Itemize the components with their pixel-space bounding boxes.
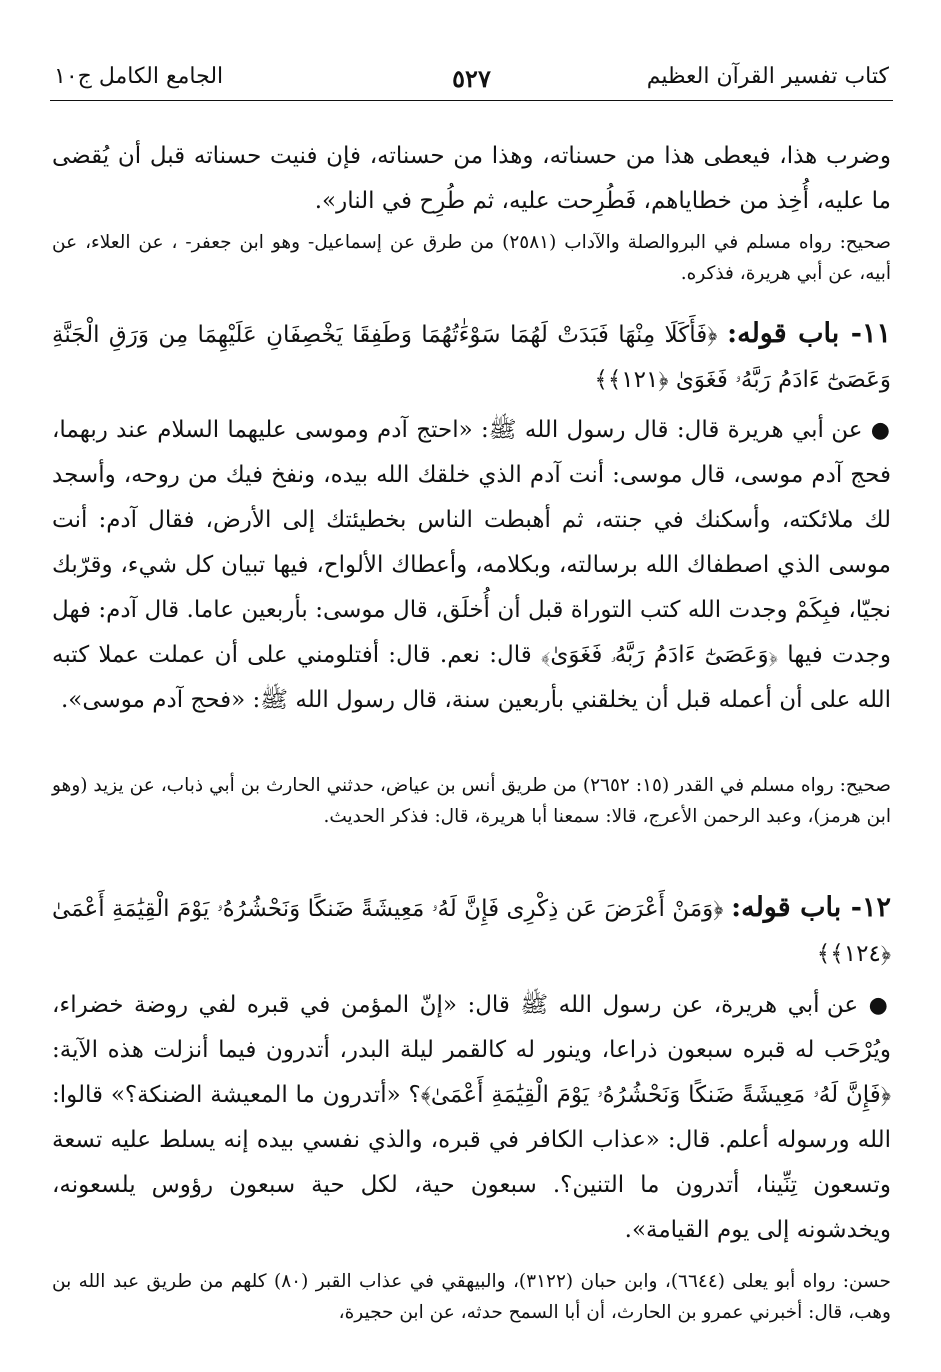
section-12-hadith-text: عن أبي هريرة، عن رسول الله ﷺ قال: «إنّ المؤمن في قبره لفي روضة خضراء، ويُرْحَب له قبره سبعون ذراعا، وينور له كالقمر ليلة البدر، أتدرون فيما أنزلت هذه الآية: ﴿فَإِنَّ لَهُۥ مَعِيشَةً ضَنكًا وَنَحْشُرُهُۥ يَوْمَ الْقِيَٰمَةِ أَعْمَىٰ﴾؟ «أتدرون ما المعيشة الضنكة؟» قالوا: الله ورسوله أعلم. قال: «عذاب الكافر في قبره، والذي نفسي بيده إنه يسلط عليه تسعة وتسعون تِنِّينا، أتدرون ما التنين؟. سبعون حية، لكل حية سبعون رؤوس يلسعونه، ويخدشونه إلى يوم القيامة». <box>52 992 891 1243</box>
book-title: كتاب تفسير القرآن العظيم <box>646 64 889 89</box>
bullet-icon: ● <box>868 993 891 1018</box>
bullet-icon: ● <box>870 418 891 443</box>
section-11-label: ١١- باب قوله: <box>727 318 891 349</box>
continuation-paragraph: وضرب هذا، فيعطى هذا من حسناته، وهذا من حسناته، فإن فنيت حسناته قبل أن يُقضى ما عليه، أُخِذ من خطاياهم، فَطُرِحت عليه، ثم طُرِح في النار». <box>52 143 891 214</box>
page-header <box>50 52 893 101</box>
section-11-heading <box>52 312 891 402</box>
volume-title: الجامع الكامل ج١٠ <box>54 64 224 89</box>
section-11-takhrij-note: صحيح: رواه مسلم في القدر (١٥: ٢٦٥٢) من طريق أنس بن عياض، حدثني الحارث بن أبي ذباب، عن يزيد (وهو ابن هرمز)، وعبد الرحمن الأعرج، قالا: سمعنا أبا هريرة، قال: فذكر الحديث. <box>52 775 891 827</box>
section-11-hadith-text: عن أبي هريرة قال: قال رسول الله ﷺ: «احتج آدم وموسى عليهما السلام عند ربهما، فحج آدم موسى، قال موسى: أنت آدم الذي خلقك الله بيده، ونفخ فيك من روحه، وأسجد لك ملائكته، وأسكنك في جنته، ثم أهبطت الناس بخطيئتك إلى الأرض، فقال آدم: أنت موسى الذي اصطفاك الله برسالته، وبكلامه، وأعطاك الألواح، فيها تبيان كل شيء، وقرّبك نجيّا، فبِكَمْ وجدت الله كتب التوراة قبل أن أُخلَق، قال موسى: بأربعين عاما. قال آدم: فهل وجدت فيها ﴿وَعَصَىٰٓ ءَادَمُ رَبَّهُۥ فَغَوَىٰ﴾ قال: نعم. قال: أفتلومني على أن عملت عملا كتبه الله على أن أعمله قبل أن يخلقني بأربعين سنة، قال رسول الله ﷺ: «فحج آدم موسى». <box>52 417 891 713</box>
section-12-takhrij-note: حسن: رواه أبو يعلى (٦٦٤٤)، وابن حبان (٣١٢٢)، والبيهقي في عذاب القبر (٨٠) كلهم من طريق عبد الله بن وهب، قال: أخبرني عمرو بن الحارث، أن أبا السمح حدثه، عن ابن حجيرة، <box>52 1271 891 1323</box>
page-number: ٥٢٧ <box>452 64 491 93</box>
section-11-verse: ﴿فَأَكَلَا مِنْهَا فَبَدَتْ لَهُمَا سَوْءَٰتُهُمَا وَطَفِقَا يَخْصِفَانِ عَلَيْهِمَا مِن وَرَقِ الْجَنَّةِ وَعَصَىٰٓ ءَادَمُ رَبَّهُۥ فَغَوَىٰ ﴿١٢١﴾﴾ <box>52 322 891 393</box>
section-12-verse: ﴿وَمَنْ أَعْرَضَ عَن ذِكْرِى فَإِنَّ لَهُۥ مَعِيشَةً ضَنكًا وَنَحْشُرُهُۥ يَوْمَ الْقِيَٰمَةِ أَعْمَىٰ ﴿١٢٤﴾﴾ <box>52 896 891 967</box>
section-12-label: ١٢- باب قوله: <box>731 892 891 923</box>
continuation-takhrij-note: صحيح: رواه مسلم في البروالصلة والآداب (٢٥٨١) من طرق عن إسماعيل- وهو ابن جعفر- ، عن العلاء، عن أبيه، عن أبي هريرة، فذكره. <box>52 232 891 284</box>
section-11-hadith <box>52 408 891 723</box>
section-12-heading <box>52 886 891 976</box>
section-12-hadith <box>52 983 891 1253</box>
